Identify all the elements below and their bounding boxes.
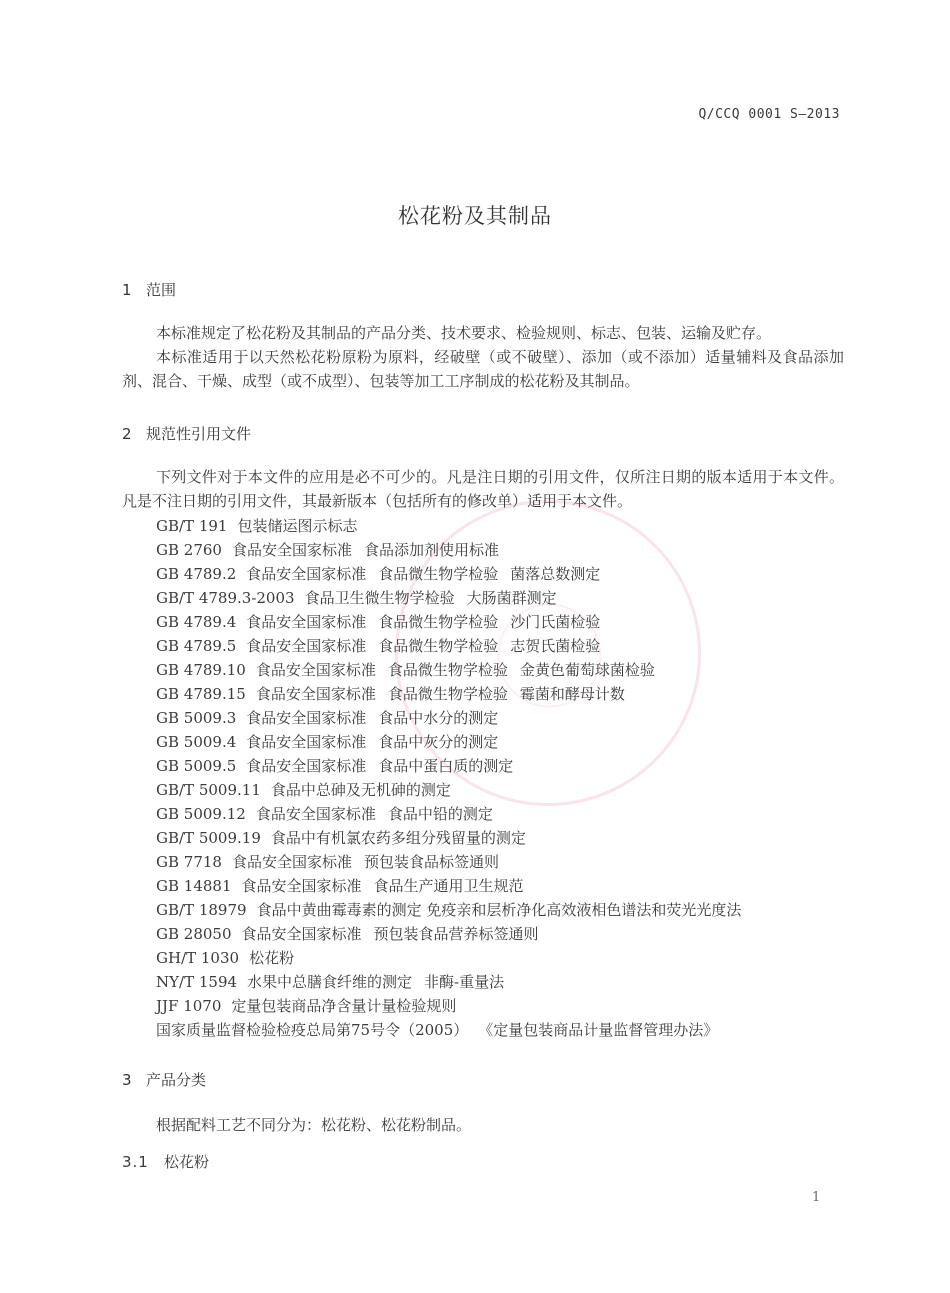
reference-title: 食品安全国家标准	[231, 541, 352, 559]
scope-paragraph-1: 本标准规定了松花粉及其制品的产品分类、技术要求、检验规则、标志、包装、运输及贮存。	[156, 324, 772, 342]
reference-title: 沙门氏菌检验	[510, 613, 601, 631]
section-heading-classification	[122, 1069, 206, 1090]
reference-code: GB/T 5009.19	[156, 829, 261, 847]
reference-item	[156, 586, 856, 610]
reference-code: GB/T 4789.3-2003	[156, 589, 295, 607]
reference-title: 食品安全国家标准	[241, 877, 362, 895]
reference-title: 食品微生物学检验	[387, 661, 508, 679]
reference-code: GB 5009.5	[156, 757, 237, 775]
reference-item	[156, 658, 856, 682]
subsection-heading	[122, 1151, 209, 1172]
reference-item	[156, 850, 856, 874]
reference-title: 食品中蛋白质的测定	[378, 757, 514, 775]
reference-title: 食品添加剂使用标准	[363, 541, 499, 559]
section-number: 2	[122, 425, 132, 443]
reference-item	[156, 562, 856, 586]
reference-item	[156, 706, 856, 730]
reference-title: 食品中灰分的测定	[378, 733, 499, 751]
reference-code: GB/T 191	[156, 517, 228, 535]
reference-code: NY/T 1594	[156, 973, 238, 991]
subsection-number: 3.1	[122, 1153, 149, 1171]
reference-code: GH/T 1030	[156, 949, 240, 967]
subsection-title: 松花粉	[164, 1153, 210, 1171]
reference-item	[156, 874, 856, 898]
reference-item	[156, 610, 856, 634]
reference-title: 食品微生物学检验	[387, 685, 508, 703]
section-number: 3	[122, 1071, 132, 1089]
reference-item	[156, 682, 856, 706]
section-title: 范围	[146, 281, 177, 299]
section-title: 规范性引用文件	[146, 425, 252, 443]
reference-title: 食品安全国家标准	[246, 757, 367, 775]
reference-code: 国家质量监督检验检疫总局第75号令（2005）	[156, 1021, 469, 1039]
reference-title: 食品中铅的测定	[387, 805, 493, 823]
reference-code: GB 4789.2	[156, 565, 237, 583]
reference-title: 包装储运图示标志	[237, 517, 358, 535]
reference-title: 霉菌和酵母计数	[519, 685, 625, 703]
reference-title: 菌落总数测定	[510, 565, 601, 583]
reference-code: GB/T 5009.11	[156, 781, 261, 799]
reference-title: 食品中黄曲霉毒素的测定 免疫亲和层析净化高效液相色谱法和荧光光度法	[256, 901, 742, 919]
reference-title: 食品安全国家标准	[246, 613, 367, 631]
reference-title: 志贺氏菌检验	[510, 637, 601, 655]
reference-code: GB 14881	[156, 877, 232, 895]
section-number: 1	[122, 281, 132, 299]
reference-title: 食品安全国家标准	[255, 661, 376, 679]
reference-item	[156, 802, 856, 826]
reference-code: JJF 1070	[156, 997, 222, 1015]
reference-code: GB 5009.3	[156, 709, 237, 727]
classification-paragraph: 根据配料工艺不同分为：松花粉、松花粉制品。	[156, 1116, 472, 1134]
section-heading-scope	[122, 279, 176, 300]
reference-title: 食品卫生微生物学检验	[304, 589, 455, 607]
reference-title: 松花粉	[249, 949, 295, 967]
reference-item	[156, 1018, 856, 1042]
reference-item	[156, 946, 856, 970]
reference-title: 水果中总膳食纤维的测定	[247, 973, 413, 991]
reference-list	[156, 514, 856, 1042]
reference-title: 食品微生物学检验	[378, 565, 499, 583]
reference-item	[156, 778, 856, 802]
reference-title: 食品中水分的测定	[378, 709, 499, 727]
reference-code: GB 4789.5	[156, 637, 237, 655]
reference-title: 预包装食品标签通则	[363, 853, 499, 871]
reference-code: GB 5009.4	[156, 733, 237, 751]
reference-title: 预包装食品营养标签通则	[373, 925, 539, 943]
reference-title: 食品安全国家标准	[246, 709, 367, 727]
reference-code: GB 28050	[156, 925, 232, 943]
reference-item	[156, 826, 856, 850]
reference-title: 食品安全国家标准	[241, 925, 362, 943]
reference-item	[156, 634, 856, 658]
reference-title: 《定量包装商品计量监督管理办法》	[478, 1021, 719, 1039]
reference-item	[156, 994, 856, 1018]
reference-title: 食品安全国家标准	[255, 685, 376, 703]
section-title: 产品分类	[146, 1071, 207, 1089]
page-number: 1	[812, 1190, 821, 1205]
reference-title: 食品安全国家标准	[246, 637, 367, 655]
document-title: 松花粉及其制品	[398, 204, 552, 228]
reference-code: GB 2760	[156, 541, 222, 559]
reference-title: 食品安全国家标准	[255, 805, 376, 823]
reference-title: 金黄色葡萄球菌检验	[519, 661, 655, 679]
reference-title: 定量包装商品净含量计量检验规则	[231, 997, 457, 1015]
references-intro: 下列文件对于本文件的应用是必不可少的。凡是注日期的引用文件，仅所注日期的版本适用于本文件。凡是不注日期的引用文件，其最新版本（包括所有的修改单）适用于本文件。	[122, 468, 844, 510]
reference-title: 食品微生物学检验	[378, 613, 499, 631]
reference-title: 大肠菌群测定	[466, 589, 557, 607]
reference-code: GB/T 18979	[156, 901, 247, 919]
reference-title: 食品中有机氯农药多组分残留量的测定	[270, 829, 526, 847]
reference-title: 食品安全国家标准	[231, 853, 352, 871]
reference-code: GB 5009.12	[156, 805, 246, 823]
reference-item	[156, 970, 856, 994]
reference-code: GB 4789.15	[156, 685, 246, 703]
reference-title: 食品安全国家标准	[246, 565, 367, 583]
reference-item	[156, 922, 856, 946]
reference-title: 食品安全国家标准	[246, 733, 367, 751]
reference-item	[156, 754, 856, 778]
reference-item	[156, 898, 856, 922]
reference-title: 食品微生物学检验	[378, 637, 499, 655]
reference-title: 非酶-重量法	[424, 973, 505, 991]
reference-title: 食品中总砷及无机砷的测定	[270, 781, 451, 799]
reference-item	[156, 514, 856, 538]
reference-title: 食品生产通用卫生规范	[373, 877, 524, 895]
reference-code: GB 7718	[156, 853, 222, 871]
reference-code: GB 4789.4	[156, 613, 237, 631]
section-heading-references	[122, 423, 251, 444]
scope-paragraph-2: 本标准适用于以天然松花粉原粉为原料，经破壁（或不破壁）、添加（或不添加）适量辅料及食品添加剂、混合、干燥、成型（或不成型）、包装等加工工序制成的松花粉及其制品。	[122, 348, 844, 390]
reference-item	[156, 730, 856, 754]
reference-code: GB 4789.10	[156, 661, 246, 679]
reference-item	[156, 538, 856, 562]
standard-id: Q/CCQ 0001 S—2013	[698, 107, 840, 122]
